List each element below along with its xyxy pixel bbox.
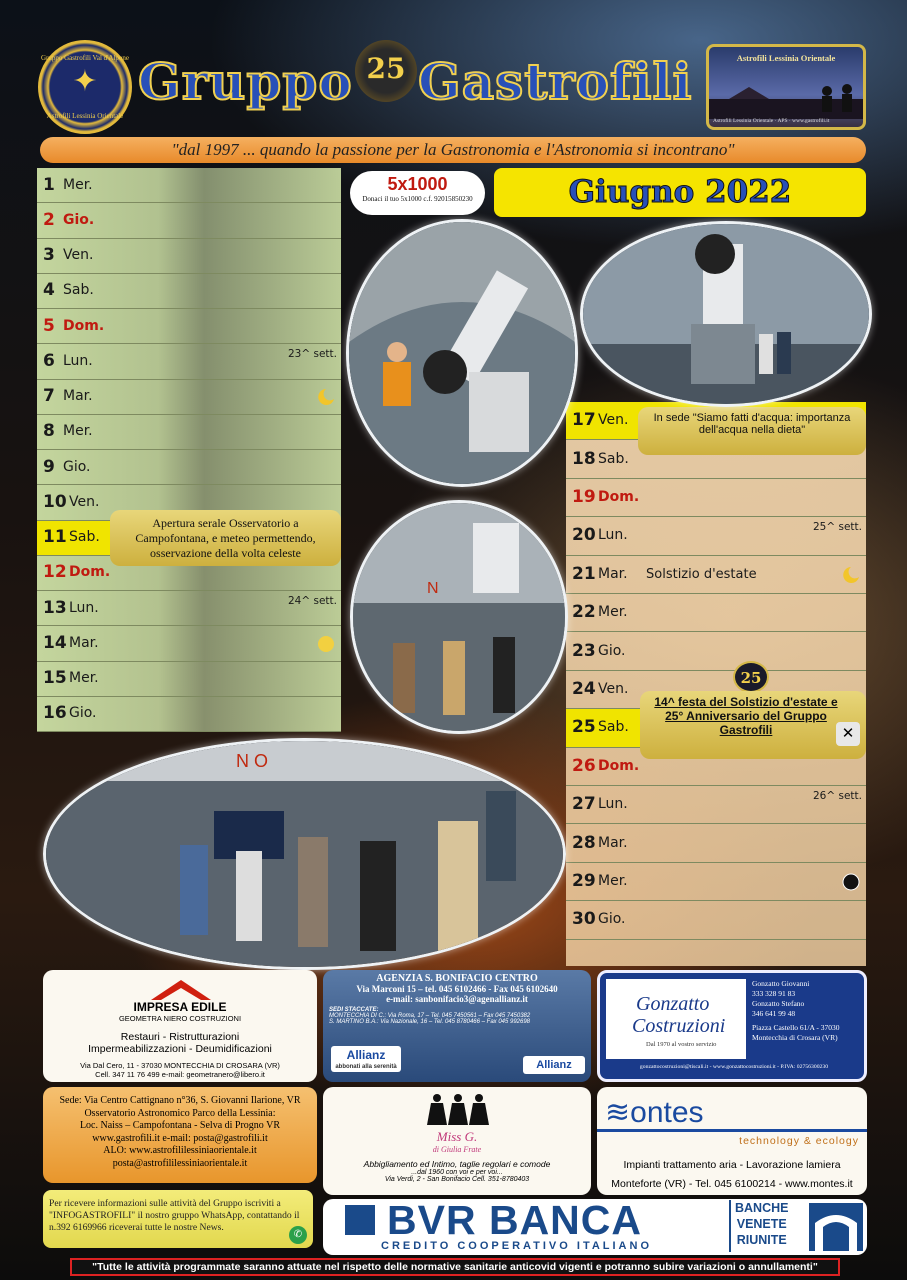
- day-name: Gio.: [69, 705, 97, 722]
- calendar-left: [37, 168, 341, 732]
- day-name: Dom.: [63, 317, 105, 334]
- day-name: Gio.: [63, 458, 91, 475]
- alo-logo: [706, 44, 866, 130]
- day-number: 12: [43, 562, 67, 583]
- gnc-sub: GEOMETRA NIERO COSTRUZIONI: [118, 1014, 242, 1023]
- montes-brand: ontes: [630, 1096, 704, 1129]
- ad-montes: [597, 1087, 867, 1195]
- calendar-day-8: [37, 415, 341, 450]
- footer-notice: "Tutte le attività programmate saranno attuate nel rispetto delle normative sanitarie anticovid vigenti e potranno subire variazioni o annullamenti": [70, 1258, 840, 1276]
- day-number: 17: [572, 410, 596, 431]
- day-name: Mar.: [63, 388, 93, 405]
- ad-allianz: [323, 970, 591, 1082]
- day-number: 18: [572, 448, 596, 469]
- calendar-day-4: [37, 274, 341, 309]
- gnc-addr: Via Dal Cero, 11 - 37030 MONTECCHIA DI CROSARA (VR): [80, 1061, 280, 1070]
- day-number: 13: [43, 597, 67, 618]
- bvr-arch-icon: [809, 1203, 863, 1251]
- gonzatto-brand2: Costruzioni: [632, 1015, 726, 1037]
- photo-telescope-1: [346, 219, 578, 487]
- logo-text-top: Gruppo Gastrofili Val d'Alpone: [40, 54, 130, 62]
- day-name: Gio.: [63, 211, 95, 228]
- gonzatto-p1t: 333 328 91 83: [752, 989, 796, 998]
- day-name: Lun.: [69, 599, 99, 616]
- day-name: Ven.: [598, 680, 629, 697]
- whatsapp-icon: ✆: [289, 1226, 307, 1244]
- gonzatto-addr: Piazza Castello 61/A - 37030: [752, 1023, 840, 1032]
- gnc-contact: Cell. 347 11 76 499 e-mail: geometranero@libero.it: [95, 1070, 265, 1079]
- calendar-day-6: [37, 344, 341, 379]
- gonzatto-p1: Gonzatto Giovanni: [752, 979, 810, 988]
- cutlery-icon: ✕: [836, 722, 860, 746]
- photo-visitors-room: [43, 738, 566, 970]
- gonzatto-contacts: [752, 979, 864, 1043]
- montes-divider: [597, 1129, 867, 1132]
- whatsapp-box: [43, 1190, 313, 1248]
- day-name: Mer.: [598, 604, 628, 621]
- day-name: Ven.: [63, 247, 94, 264]
- sede-l5: ALO: www.astrofililessiniaorientale.it: [103, 1145, 257, 1156]
- sede-l3: Loc. Naiss – Campofontana - Selva di Progno VR: [79, 1120, 281, 1131]
- allianz-logo-left: [331, 1046, 401, 1072]
- missg-line2: ...dal 1960 con voi e per voi...: [411, 1169, 503, 1176]
- sede-l2: Osservatorio Astronomico Parco della Lessinia:: [84, 1107, 276, 1119]
- day-name: Sab.: [598, 450, 629, 467]
- calendar-day-28: [566, 824, 866, 862]
- day-number: 4: [43, 280, 55, 301]
- day-number: 23: [572, 640, 596, 661]
- day-number: 1: [43, 174, 55, 195]
- moon-new-icon: [842, 873, 860, 891]
- bvr-logo-square: [345, 1205, 375, 1235]
- gnc-line2: Impermeabilizzazioni - Deumidificazioni: [88, 1043, 272, 1055]
- gnc-name: IMPRESA EDILE: [133, 1000, 227, 1014]
- svg-text:N O: N O: [236, 751, 269, 771]
- day-name: Gio.: [598, 642, 626, 659]
- calendar-day-14: [37, 626, 341, 661]
- week-number: 25^ sett.: [813, 521, 862, 534]
- gonzatto-foot: gonzattocostruzioni@tiscali.it - www.gonzattocostruzioni.it - P.IVA: 02756300230: [639, 1064, 829, 1070]
- day-number: 16: [43, 703, 67, 724]
- gonzatto-brand1: Gonzatto: [636, 993, 710, 1015]
- day-name: Ven.: [69, 493, 100, 510]
- alo-title: Astrofili Lessinia Orientale: [736, 53, 836, 63]
- day-name: Mer.: [63, 176, 93, 193]
- calendar-day-30: [566, 901, 866, 939]
- day-name: Dom.: [69, 564, 111, 581]
- ad-missg: [323, 1087, 591, 1195]
- day-name: Lun.: [598, 796, 628, 813]
- day-name: Lun.: [63, 352, 93, 369]
- sede-l4: www.gastrofili.it e-mail: posta@gastrofili.it: [92, 1132, 268, 1144]
- missg-addr: Via Verdi, 2 - San Bonifacio Cell. 351-8780403: [384, 1176, 530, 1183]
- gonzatto-p2t: 346 641 99 48: [752, 1009, 796, 1018]
- bvr-right-text: [735, 1200, 788, 1248]
- sede-l1: Sede: Via Centro Cattignano n°36, S. Giovanni Ilarione, VR: [59, 1095, 301, 1106]
- day-number: 25: [572, 717, 596, 738]
- day-number: 7: [43, 386, 55, 407]
- ad-bvr: [323, 1199, 867, 1255]
- logo-text-bottom: Astrofili Lessinia Orientale: [46, 112, 124, 120]
- missg-name: Miss G.: [436, 1129, 478, 1144]
- calendar-day-15: [37, 662, 341, 697]
- gnc-line1: Restauri - Ristrutturazioni: [120, 1031, 240, 1043]
- montes-m-icon: ≋: [605, 1096, 631, 1129]
- calendar-right: [566, 402, 866, 966]
- day-number: 24: [572, 678, 596, 699]
- montes-line2: Monteforte (VR) - Tel. 045 6100214 - www.montes.it: [611, 1178, 853, 1190]
- day-number: 8: [43, 421, 55, 442]
- week-number: 23^ sett.: [288, 348, 337, 361]
- montes-line1: Impianti trattamento aria - Lavorazione lamiera: [623, 1159, 841, 1171]
- bvr-r1: BANCHE: [735, 1201, 789, 1215]
- day-name: Sab.: [598, 719, 629, 736]
- calendar-day-20: [566, 517, 866, 555]
- day-number: 20: [572, 525, 596, 546]
- gonzatto-city: Montecchia di Crosara (VR): [752, 1033, 838, 1042]
- week-number: 26^ sett.: [813, 790, 862, 802]
- day-name: Mer.: [63, 423, 93, 440]
- day-number: 22: [572, 602, 596, 623]
- anniversary-badge: 25: [355, 40, 417, 102]
- allianz-s2: S. MARTINO B.A.: Via Nazionale, 16 – Tel. 045 8780466 – Fax 045 992698: [329, 1019, 531, 1025]
- day-name: Lun.: [598, 527, 628, 544]
- allianz-sedi: SEDI STACCATE:: [329, 1007, 379, 1013]
- motto-banner: "dal 1997 ... quando la passione per la Gastronomia e l'Astronomia si incontrano": [40, 137, 866, 163]
- bvr-r2: VENETE: [736, 1217, 787, 1231]
- moon-full-icon: [317, 635, 335, 653]
- day-number: 10: [43, 491, 67, 512]
- day-name: Ven.: [598, 412, 629, 429]
- moon-first-quarter-icon: [317, 388, 335, 406]
- day-number: 2: [43, 209, 55, 230]
- svg-text:N: N: [427, 580, 439, 597]
- event-note-25: 14^ festa del Solstizio d'estate e 25° Anniversario del Gruppo Gastrofili: [640, 691, 866, 759]
- day-name: Sab.: [63, 282, 94, 299]
- gonzatto-p2: Gonzatto Stefano: [752, 999, 805, 1008]
- day-number: 14: [43, 632, 67, 653]
- bvr-brand: BVR BANCA: [387, 1199, 642, 1243]
- day-number: 19: [572, 486, 596, 507]
- donation-big: 5x1000: [387, 174, 448, 194]
- bvr-sub: CREDITO COOPERATIVO ITALIANO: [381, 1240, 653, 1252]
- title-left: Gruppo: [138, 52, 353, 111]
- photo-telescope-2: [580, 221, 872, 407]
- whatsapp-text: Per ricevere informazioni sulle attività del Gruppo iscriviti a "INFOGASTROFILI" il nostro gruppo WhatsApp, contattando il n.392 6169966 riceverai tutte le nostre News.: [49, 1198, 300, 1233]
- day-name: Mar.: [69, 634, 99, 651]
- calendar-day-27: [566, 786, 866, 824]
- allianz-logo-right: Allianz: [523, 1056, 585, 1074]
- calendar-day-9: [37, 450, 341, 485]
- event-note-11: Apertura serale Osservatorio a Campofontana, e meteo permettendo, osservazione della volta celeste: [110, 510, 341, 566]
- day-number: 11: [43, 527, 67, 548]
- day-number: 5: [43, 315, 55, 336]
- sede-box: [43, 1087, 317, 1183]
- gonzatto-logo: [606, 979, 746, 1059]
- alo-observers-image: [709, 69, 863, 119]
- month-title: Giugno 2022: [494, 168, 866, 217]
- day-name: Mar.: [598, 834, 628, 851]
- calendar-day-2: [37, 203, 341, 238]
- calendar-day-22: [566, 594, 866, 632]
- allianz-line1: Via Marconi 15 – tel. 045 6102466 - Fax 045 6102640: [356, 984, 558, 994]
- title-right: Gastrofili: [418, 52, 693, 111]
- allianz-title: AGENZIA S. BONIFACIO CENTRO: [376, 973, 538, 984]
- montes-logo: [605, 1095, 704, 1130]
- missg-owner: di Giulia Frate: [432, 1145, 482, 1154]
- calendar-day-7: [37, 380, 341, 415]
- alo-caption: Astrofili Lessinia Orientale · APS · www.gastrofili.it: [713, 118, 830, 124]
- day-number: 28: [572, 832, 596, 853]
- calendar-day-19: [566, 479, 866, 517]
- calendar-day-3: [37, 239, 341, 274]
- anniversary-small-badge: 25: [733, 661, 769, 693]
- calendar-day-21: [566, 556, 866, 594]
- day-number: 27: [572, 794, 596, 815]
- week-number: 24^ sett.: [288, 595, 337, 607]
- day-name: Dom.: [598, 488, 640, 505]
- gonzatto-since: Dal 1970 al vostro servizio: [646, 1041, 717, 1048]
- donation-small: Donaci il tuo 5x1000 c.f. 92015850230: [362, 195, 473, 203]
- day-number: 6: [43, 350, 55, 371]
- calendar-day-13: [37, 591, 341, 626]
- calendar-day-1: [37, 168, 341, 203]
- roof-icon: [151, 978, 211, 1002]
- club-logo: [38, 40, 132, 134]
- allianz-brand-left: Allianz: [346, 1048, 386, 1062]
- day-number: 26: [572, 755, 596, 776]
- montes-tag: technology & ecology: [739, 1135, 859, 1147]
- day-number: 15: [43, 668, 67, 689]
- day-number: 30: [572, 909, 596, 930]
- ad-gonzatto: [597, 970, 867, 1082]
- missg-line1: Abbigliamento ed Intimo, taglie regolari e comode: [363, 1159, 551, 1169]
- day-name: Mer.: [69, 670, 99, 687]
- day-name: Gio.: [598, 911, 626, 928]
- day-name: Dom.: [598, 757, 640, 774]
- allianz-email: e-mail: sanbonifacio3@agenallianz.it: [386, 994, 528, 1004]
- allianz-s1: MONTECCHIA DI C.: Via Roma, 17 – Tel. 045 7450561 – Fax 045 7450382: [329, 1013, 531, 1019]
- sede-l6: posta@astrofililessiniaorientale.it: [112, 1157, 248, 1169]
- shopping-women-icon: [423, 1093, 493, 1129]
- allianz-slogan: abbonati alla serenità: [335, 1064, 397, 1070]
- event-note-17: In sede "Siamo fatti d'acqua: importanza dell'acqua nella dieta": [638, 407, 866, 455]
- moon-last-quarter-icon: [842, 566, 860, 584]
- telescope-icon: ✦: [72, 65, 98, 98]
- bvr-divider: [729, 1200, 731, 1252]
- day-name: Mer.: [598, 872, 628, 889]
- photo-observatory-group: [350, 500, 568, 734]
- calendar-day-16: [37, 697, 341, 732]
- ad-gnc: [43, 970, 317, 1082]
- day-number: 3: [43, 245, 55, 266]
- calendar-day-29: [566, 863, 866, 901]
- calendar-day-23: [566, 632, 866, 670]
- day-name: Sab.: [69, 529, 100, 546]
- day-event: Solstizio d'estate: [646, 566, 757, 582]
- bvr-r3: RIUNITE: [736, 1233, 787, 1247]
- day-number: 21: [572, 563, 596, 584]
- donation-badge: [350, 171, 485, 215]
- calendar-day-5: [37, 309, 341, 344]
- day-name: Mar.: [598, 565, 628, 582]
- day-number: 29: [572, 870, 596, 891]
- day-number: 9: [43, 456, 55, 477]
